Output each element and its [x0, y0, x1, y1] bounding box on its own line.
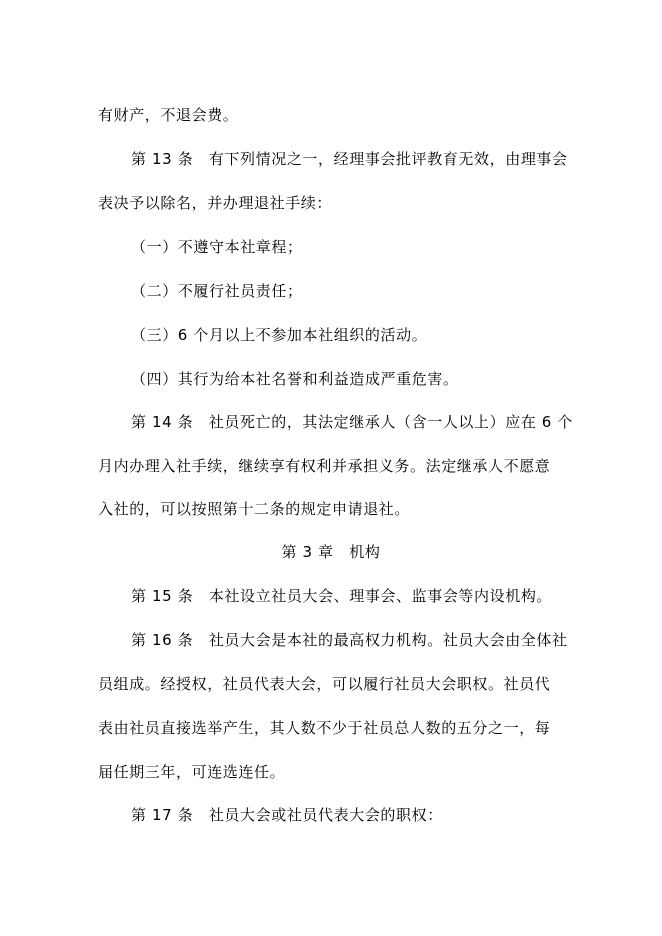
article-16-heading: 第 16 条 社员大会是本社的最高权力机构。社员大会由全体社 [131, 631, 568, 649]
article-15-heading: 第 15 条 本社设立社员大会、理事会、监事会等内设机构。 [131, 587, 553, 605]
list-item: （三）6 个月以上不参加本社组织的活动。 [131, 326, 428, 344]
article-17-heading: 第 17 条 社员大会或社员代表大会的职权： [131, 806, 443, 824]
list-item: （一）不遵守本社章程； [131, 238, 303, 256]
article-14-heading: 第 14 条 社员死亡的，其法定继承人（含一人以上）应在 6 个 [131, 413, 573, 431]
list-item: （二）不履行社员责任； [131, 282, 303, 300]
text-line: 入社的，可以按照第十二条的规定申请退社。 [98, 500, 411, 518]
text-line: 月内办理入社手续，继续享有权利并承担义务。法定继承人不愿意 [98, 457, 551, 475]
text-line: 员组成。经授权，社员代表大会，可以履行社员大会职权。社员代 [98, 675, 551, 693]
list-item: （四）其行为给本社名誉和利益造成严重危害。 [131, 370, 459, 388]
text-line: 表决予以除名，并办理退社手续： [98, 194, 333, 212]
text-line: 有财产，不退会费。 [98, 106, 239, 124]
text-line: 届任期三年，可连选连任。 [98, 763, 286, 781]
chapter-title: 第 3 章 机构 [281, 543, 381, 561]
text-line: 表由社员直接选举产生，其人数不少于社员总人数的五分之一，每 [98, 719, 551, 737]
article-13-heading: 第 13 条 有下列情况之一，经理事会批评教育无效，由理事会 [131, 150, 568, 168]
